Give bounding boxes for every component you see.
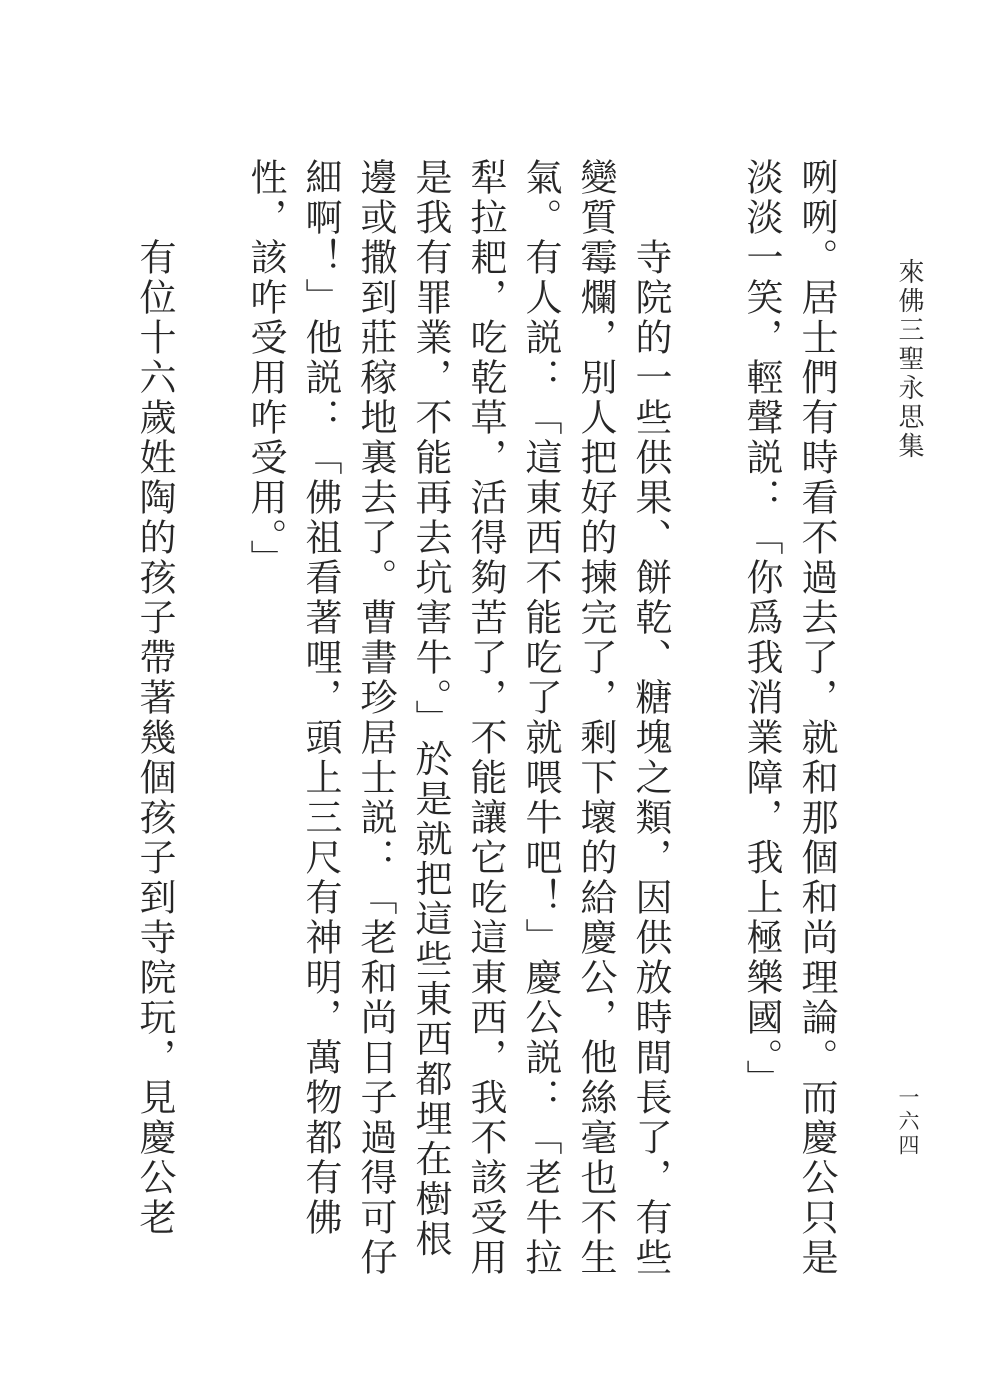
body-text — [123, 158, 843, 1280]
paragraph: 有位十六歲姓陶的孩子帶著幾個孩子到寺院玩，見慶公老 — [133, 238, 174, 1238]
running-title: 來佛三聖永思集 — [895, 258, 924, 461]
paragraph: 咧咧。居士們有時看不過去了，就和那個和尚理論。而慶公只是淡淡一笑，輕聲説：「你爲我消業障，我上極樂國。」 — [740, 158, 836, 1278]
page-number: 一六四 — [896, 1086, 920, 1158]
paragraph: 寺院的一些供果、餅乾、糖塊之類，因供放時間長了，有些變質霉爛，別人把好的揀完了，剩下壞的給慶公，他絲毫也不生氣。有人説：「這東西不能吃了就喂牛吧！」慶公説：「老牛拉犁拉耙，吃乾草，活得夠苦了，不能讓它吃這東西，我不該受用是我有罪業，不能再去坑害牛。」於是就把這些東西都埋在樹根邊或撒到莊稼地裏去了。曹書珍居士説：「老和尚日子過得可仔細啊！」他説：「佛祖看著哩，頭上三尺有神明，萬物都有佛性，該咋受用咋受用。」 — [244, 158, 670, 1278]
